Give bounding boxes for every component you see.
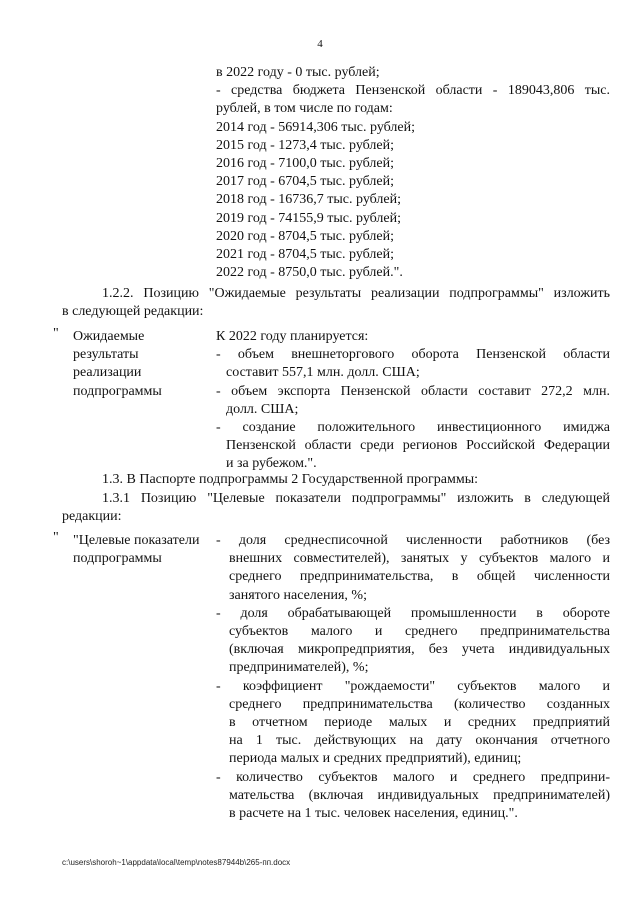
table1-right-line: - объем внешнеторгового оборота Пензенской области <box>216 347 610 363</box>
paragraph-line: редакции: <box>62 509 122 525</box>
paragraph-1-2-2 <box>62 285 610 321</box>
table1-left-line: Ожидаемые <box>73 329 145 344</box>
paragraph-1-3 <box>62 471 610 489</box>
funding-line: 2018 год - 16736,7 тыс. рублей; <box>216 192 402 208</box>
table1-right-line: и за рубежом.". <box>226 456 317 472</box>
table2-right-line: в расчете на 1 тыс. человек населения, единиц.". <box>229 806 518 822</box>
file-path-footer: c:\users\shoroh~1\appdata\local\temp\notes87944b\265-пп.docx <box>62 858 291 867</box>
table1-left-line: подпрограммы <box>73 383 162 399</box>
table2-right-line: - доля среднесписочной численности работников (без <box>216 533 610 548</box>
table2-right-line: среднего предпринимательства, в общей численности <box>229 569 610 585</box>
table1-right-line: Пензенской области среди регионов Российской Федерации <box>226 438 610 454</box>
table2-right-line: - коэффициент "рождаемости" субъектов малого и <box>216 678 610 694</box>
opening-quote: " <box>53 530 59 545</box>
opening-quote: " <box>53 326 59 341</box>
table1-left-line: результаты <box>73 347 139 363</box>
funding-line: 2015 год - 1273,4 тыс. рублей; <box>216 137 395 153</box>
paragraph-line: 1.3.1 Позицию "Целевые показатели подпрограммы" изложить в следующей <box>102 491 610 506</box>
paragraph-line: в следующей редакции: <box>62 304 204 320</box>
table2-left-line: подпрограммы <box>73 551 162 567</box>
table2-right-line: занятого населения, %; <box>229 587 367 603</box>
table2-right-cell <box>216 532 610 823</box>
funding-line: 2022 год - 8750,0 тыс. рублей.". <box>216 265 403 281</box>
table2-right-line: предпринимателей), %; <box>229 660 369 676</box>
table2-left-cell <box>73 532 199 568</box>
table2-right-line: внешних совместителей), занятых у субъектов малого и <box>229 551 610 567</box>
table2-right-line: среднего предпринимательства (количество созданных <box>229 696 610 712</box>
table1-right-line: - создание положительного инвестиционного имиджа <box>216 420 610 436</box>
paragraph-line: 1.2.2. Позицию "Ожидаемые результаты реализации подпрограммы" изложить <box>102 286 610 301</box>
table1-right-line: К 2022 году планируется: <box>216 329 369 344</box>
funding-line: 2014 год - 56914,306 тыс. рублей; <box>216 119 416 135</box>
table2-right-line: на 1 тыс. действующих на дату окончания отчетного <box>229 733 610 749</box>
table1-left-cell <box>73 328 162 401</box>
table1-right-cell <box>216 328 610 474</box>
table2-right-line: периода малых и средних предприятий), единиц; <box>229 751 522 767</box>
table2-left-line: "Целевые показатели <box>73 533 200 548</box>
table2-right-line: субъектов малого и среднего предпринимательства <box>229 624 610 640</box>
funding-line: - средства бюджета Пензенской области - 189043,806 тыс. <box>216 83 610 99</box>
table1-left-line: реализации <box>73 365 142 381</box>
funding-line: в 2022 году - 0 тыс. рублей; <box>216 65 380 80</box>
table2-right-line: в отчетном периоде малых и средних предприятий <box>229 715 610 731</box>
paragraph-1-3-1 <box>62 490 610 526</box>
table2-right-line: мательства (включая индивидуальных предпринимателей) <box>229 787 610 803</box>
funding-line: 2017 год - 6704,5 тыс. рублей; <box>216 174 395 190</box>
table2-right-line: - количество субъектов малого и среднего предприни- <box>216 769 610 785</box>
funding-line: 2021 год - 8704,5 тыс. рублей; <box>216 247 395 263</box>
paragraph-line: 1.3. В Паспорте подпрограммы 2 Государственной программы: <box>102 472 479 487</box>
table1-right-line: составит 557,1 млн. долл. США; <box>226 365 420 381</box>
table1-right-line: долл. США; <box>226 401 299 417</box>
funding-block <box>216 64 610 282</box>
funding-line: 2020 год - 8704,5 тыс. рублей; <box>216 228 395 244</box>
funding-line: рублей, в том числе по годам: <box>216 101 393 117</box>
funding-line: 2016 год - 7100,0 тыс. рублей; <box>216 156 395 172</box>
table1-right-line: - объем экспорта Пензенской области составит 272,2 млн. <box>216 383 610 399</box>
table2-right-line: - доля обрабатывающей промышленности в обороте <box>216 605 610 621</box>
funding-line: 2019 год - 74155,9 тыс. рублей; <box>216 210 402 226</box>
table2-right-line: (включая микропредприятия, без учета индивидуальных <box>229 642 610 658</box>
page-number: 4 <box>317 38 323 50</box>
